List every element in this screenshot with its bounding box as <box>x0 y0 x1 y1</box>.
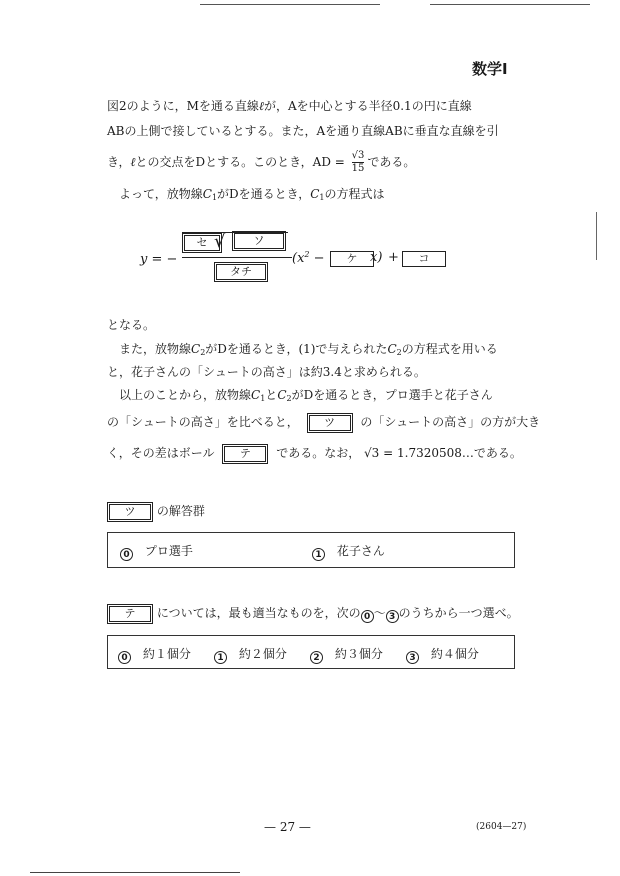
paragraph-line-8 <box>119 387 493 407</box>
main-fraction-bar <box>182 257 292 258</box>
paragraph-line-2: ABの上側で接しているとする。また，Aを通り直線ABに垂直な直線を引 <box>107 124 499 138</box>
bottom-rule <box>30 872 240 873</box>
text: との交点をDとする。このとき，AD = <box>135 155 345 169</box>
exam-code: (2604—27) <box>476 822 527 832</box>
paragraph-line-10 <box>107 444 522 464</box>
answer-group-2 <box>107 635 515 669</box>
option-0[interactable] <box>118 645 191 664</box>
sqrt-three: √3 <box>364 446 380 460</box>
ad-fraction <box>352 150 365 175</box>
option-2[interactable] <box>310 645 383 664</box>
c2-subscript: 2 <box>396 348 402 357</box>
option-text: プロ選手 <box>144 544 193 558</box>
page-number: — 27 — <box>264 820 311 834</box>
c2-subscript: 2 <box>200 348 206 357</box>
group1-label-text: の解答群 <box>156 504 205 518</box>
option-number: 3 <box>406 651 419 664</box>
text: である。 <box>367 155 416 169</box>
text: の「シュートの高さ」の方が大き <box>360 415 541 429</box>
answer-box-te-ref: テ <box>107 604 153 624</box>
text: ～ <box>373 606 386 620</box>
eq-square: 2 <box>304 250 310 259</box>
c1-subscript: 1 <box>211 193 218 202</box>
text: と <box>265 388 278 402</box>
text: の「シュートの高さ」を比べると， <box>107 415 299 429</box>
text: である。なお， <box>276 446 361 460</box>
c1-symbol: C <box>202 187 212 201</box>
option-3[interactable] <box>406 645 479 664</box>
top-rule-left <box>200 4 380 5</box>
option-text: 約３個分 <box>334 647 383 661</box>
eq-plus: + <box>388 250 399 265</box>
option-number: 0 <box>361 610 374 623</box>
text: が，Aを中心とする半径0.1の円に直線 <box>263 99 472 113</box>
paragraph-line-5: となる。 <box>107 318 156 332</box>
margin-mark <box>596 212 597 260</box>
text: く，その差はボール <box>107 446 215 460</box>
eq-y: y = − <box>140 252 178 267</box>
option-text: 約１個分 <box>142 647 191 661</box>
paragraph-line-1 <box>107 98 472 114</box>
answer-box-tsu[interactable]: ツ <box>307 413 353 433</box>
text: については，最も適当なものを，次の <box>156 606 361 620</box>
paragraph-line-3 <box>107 150 415 175</box>
c2-symbol: C <box>191 342 201 356</box>
answer-box-tachi[interactable]: タチ <box>214 262 268 282</box>
text: 以上のことから，放物線 <box>119 388 252 402</box>
fraction-denominator: 15 <box>351 163 365 174</box>
eq-x: (x <box>292 251 305 266</box>
line-ell: ℓ <box>258 99 264 113</box>
fraction-numerator: √3 <box>351 150 365 161</box>
paragraph-line-7: と，花子さんの「シュートの高さ」は約3.4と求められる。 <box>107 365 426 379</box>
option-number: 3 <box>386 610 399 623</box>
answer-box-se[interactable]: セ <box>182 233 222 253</box>
option-number: 0 <box>120 548 133 561</box>
top-rule-right <box>430 4 590 5</box>
text: = 1.7320508…である。 <box>383 446 522 460</box>
option-0[interactable] <box>120 542 193 561</box>
text: よって，放物線 <box>119 187 203 201</box>
text: がDを通るとき，プロ選手と花子さん <box>291 388 493 402</box>
option-1[interactable] <box>312 542 385 561</box>
c1-subscript: 1 <box>319 193 325 202</box>
c2-symbol: C <box>277 388 287 402</box>
answer-box-tsu-ref: ツ <box>107 502 153 522</box>
option-text: 約４個分 <box>430 647 479 661</box>
option-text: 約２個分 <box>238 647 287 661</box>
option-number: 0 <box>118 651 131 664</box>
option-number: 2 <box>310 651 323 664</box>
option-number: 1 <box>214 651 227 664</box>
line-ell: ℓ <box>130 155 136 169</box>
c1-subscript: 1 <box>260 394 266 403</box>
sqrt-sign: √ <box>214 231 226 252</box>
text: がDを通るとき，(1)で与えられた <box>205 342 388 356</box>
text: がDを通るとき， <box>217 187 311 201</box>
eq-paren <box>292 250 325 266</box>
c1-symbol: C <box>251 388 261 402</box>
answer-group-1 <box>107 532 515 568</box>
eq-x-close: x) <box>370 250 383 265</box>
text: 図2のように，Mを通る直線 <box>107 99 259 113</box>
answer-box-te[interactable]: テ <box>222 444 268 464</box>
c2-subscript: 2 <box>286 394 292 403</box>
option-1[interactable] <box>214 645 287 664</box>
option-number: 1 <box>312 548 325 561</box>
paragraph-line-4 <box>119 186 385 206</box>
answer-box-ke[interactable]: ケ <box>330 251 374 267</box>
paragraph-line-9 <box>107 413 540 433</box>
subject-title: 数学Ⅰ <box>472 60 508 78</box>
paragraph-line-6 <box>119 341 498 361</box>
c1-symbol: C <box>310 187 320 201</box>
text: のうちから一つ選べ。 <box>398 606 519 620</box>
text: の方程式は <box>324 187 385 201</box>
c2-symbol: C <box>387 342 397 356</box>
group2-label <box>107 604 519 624</box>
answer-box-ko[interactable]: コ <box>402 251 446 267</box>
eq-minus: − <box>313 251 325 266</box>
answer-box-so[interactable]: ソ <box>232 231 286 251</box>
text: き， <box>107 155 131 169</box>
text: また，放物線 <box>119 342 192 356</box>
option-text: 花子さん <box>336 544 385 558</box>
text: の方程式を用いる <box>401 342 498 356</box>
group1-label <box>107 502 205 522</box>
